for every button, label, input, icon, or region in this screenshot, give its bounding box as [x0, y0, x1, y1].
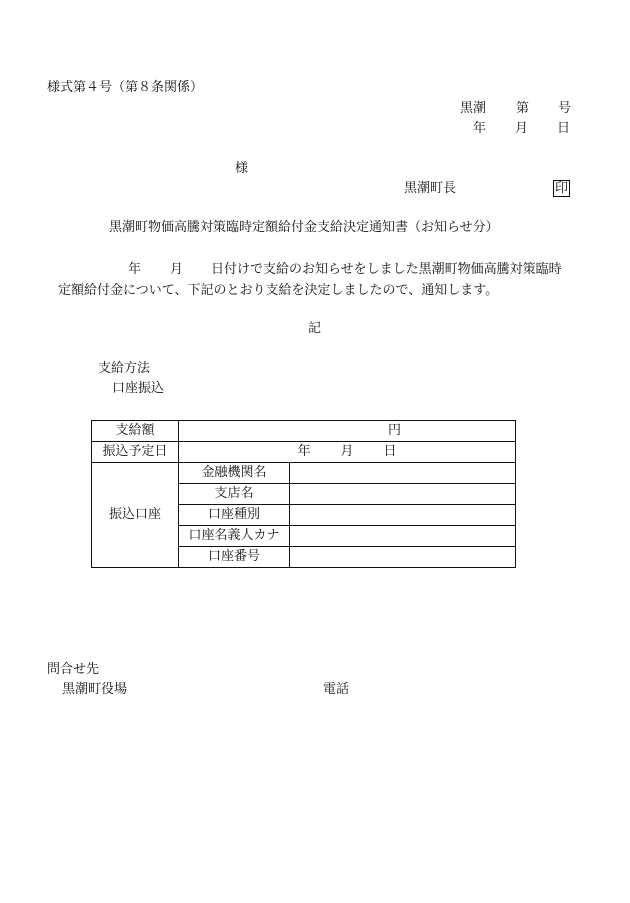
- body-line-1: [128, 261, 562, 279]
- body-line-2: 定額給付金について、下記のとおり支給を決定しましたので、通知します。: [58, 283, 499, 298]
- branch-name-value: [290, 484, 516, 505]
- body-year: 年: [128, 262, 142, 277]
- contact-phone-label: 電話: [323, 682, 350, 697]
- reference-number: [460, 100, 571, 118]
- schedule-day: 日: [383, 444, 397, 459]
- issue-date: [473, 120, 570, 138]
- ki-marker: 記: [308, 321, 322, 336]
- reference-place: 黒潮: [460, 101, 487, 116]
- account-type-value: [290, 505, 516, 526]
- amount-label: 支給額: [92, 421, 179, 442]
- payment-details-table: [91, 420, 516, 568]
- schedule-label: 振込予定日: [92, 442, 179, 463]
- table-row-amount: [92, 421, 516, 442]
- account-number-value: [290, 547, 516, 568]
- table-row-schedule: [92, 442, 516, 463]
- reference-dai: 第: [516, 101, 530, 116]
- date-year: 年: [473, 121, 487, 136]
- payment-method-heading: 支給方法: [98, 361, 151, 376]
- contact-heading: 問合せ先: [47, 662, 100, 677]
- sender-title: 黒潮町長: [404, 181, 457, 196]
- reference-go: 号: [558, 101, 572, 116]
- document-title: 黒潮町物価高騰対策臨時定額給付金支給決定通知書（お知らせ分）: [109, 220, 499, 235]
- table-row-bank: [92, 463, 516, 484]
- account-number-label: 口座番号: [179, 547, 290, 568]
- schedule-year: 年: [297, 444, 311, 459]
- seal-box: 印: [555, 181, 569, 196]
- amount-unit: 円: [387, 423, 401, 438]
- amount-value-cell: [179, 421, 516, 442]
- form-number: 様式第４号（第８条関係）: [47, 80, 204, 95]
- branch-name-label: 支店名: [179, 484, 290, 505]
- schedule-value-cell: [179, 442, 516, 463]
- bank-name-label: 金融機関名: [179, 463, 290, 484]
- bank-name-value: [290, 463, 516, 484]
- account-label: 振込口座: [92, 463, 179, 568]
- body-line-1-text: 日付けで支給のお知らせをしました黒潮町物価高騰対策臨時: [211, 262, 562, 277]
- payment-method-value: 口座振込: [112, 381, 165, 396]
- date-day: 日: [557, 121, 571, 136]
- account-type-label: 口座種別: [179, 505, 290, 526]
- date-month: 月: [515, 121, 529, 136]
- holder-kana-label: 口座名義人カナ: [179, 526, 290, 547]
- contact-office: 黒潮町役場: [62, 682, 128, 697]
- addressee-suffix: 様: [235, 161, 249, 176]
- schedule-month: 月: [340, 444, 354, 459]
- seal-mark: [553, 180, 570, 198]
- body-month: 月: [170, 262, 184, 277]
- holder-kana-value: [290, 526, 516, 547]
